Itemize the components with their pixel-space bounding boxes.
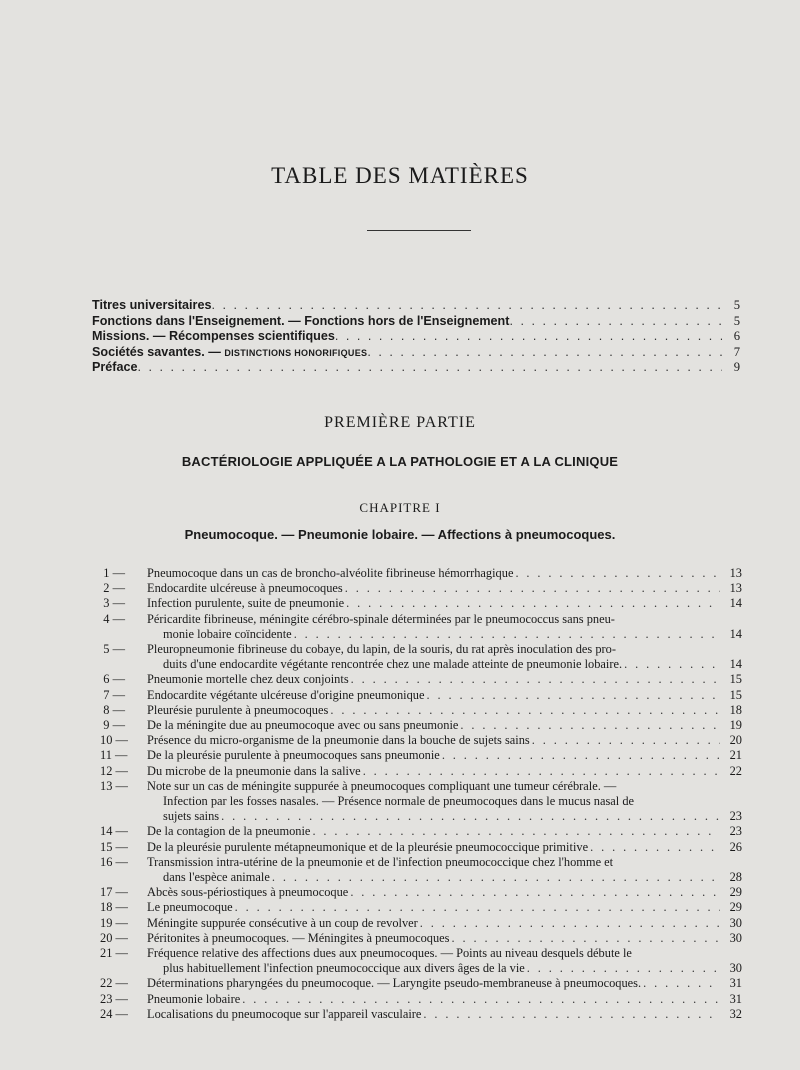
leader-dots — [240, 992, 720, 1007]
entry-line-text: Pleuropneumonie fibrineuse du cobaye, du lapin, de la souris, du rat après inoculation des pro- — [147, 642, 616, 656]
page-number: 5 — [733, 298, 740, 312]
entry-line — [147, 1007, 720, 1022]
entry-line — [147, 566, 720, 581]
entry-text — [147, 931, 720, 946]
entry-text — [147, 688, 720, 703]
page-number: 5 — [733, 313, 740, 328]
entry-text — [147, 824, 720, 839]
leader-dots — [292, 627, 720, 642]
entry-line — [147, 992, 720, 1007]
entry-line — [147, 976, 720, 991]
entry-number: 15 — — [100, 840, 125, 855]
entry-text — [147, 581, 720, 596]
leader-dots — [219, 809, 720, 824]
leader-dots — [138, 360, 722, 374]
page-number: 30 — [729, 930, 742, 945]
toc-entry — [100, 855, 742, 885]
entry-text — [147, 596, 720, 611]
entry-number: 4 — — [100, 612, 125, 627]
entry-text — [147, 566, 720, 581]
entry-line — [147, 703, 720, 718]
leader-dots — [622, 657, 720, 672]
entry-line — [147, 688, 720, 703]
entry-number: 6 — — [100, 672, 125, 687]
leader-dots — [361, 764, 720, 779]
page-number: 23 — [729, 824, 742, 839]
entry-line-text: Infection par les fosses nasales. — Présence normale de pneumocoques dans le mucus nasal de — [163, 793, 635, 808]
entry-line-text: Déterminations pharyngées du pneumocoque. — Laryngite pseudo-membraneuse à pneumocoques. — [147, 976, 642, 991]
page-number: 31 — [729, 976, 742, 991]
entry-line-text: Infection purulente, suite de pneumonie — [147, 596, 345, 611]
entry-text — [147, 916, 720, 931]
leader-dots — [509, 314, 722, 328]
page-number: 7 — [733, 344, 740, 359]
entry-line — [147, 764, 720, 779]
front-matter-label: Titres universitaires — [92, 298, 212, 312]
entry-line — [147, 824, 720, 839]
page-number: 30 — [729, 915, 742, 930]
leader-dots — [344, 596, 720, 611]
toc-entry — [100, 931, 742, 946]
entry-text — [147, 718, 720, 733]
entry-line-text: De la pleurésie purulente métapneumonique et de la pleurésie pneumococcique primitive — [147, 839, 589, 854]
entry-line — [147, 733, 720, 748]
leader-dots — [588, 840, 720, 855]
page-number: 13 — [729, 566, 742, 580]
leader-dots — [424, 688, 720, 703]
entry-line-text: Abcès sous-périostiques à pneumocoque — [147, 885, 349, 900]
entry-text — [147, 946, 720, 976]
leader-dots — [343, 581, 720, 596]
page-number: 26 — [729, 839, 742, 854]
front-matter-row — [92, 298, 740, 314]
toc-entry — [100, 748, 742, 763]
entry-line-text: Pleurésie purulente à pneumocoques — [147, 702, 329, 717]
toc-entry — [100, 976, 742, 991]
page-number: 23 — [729, 809, 742, 824]
toc-entry — [100, 885, 742, 900]
toc-entry — [100, 1007, 742, 1022]
entry-number: 5 — — [100, 642, 125, 657]
entry-line-text: Note sur un cas de méningite suppurée à pneumocoques compliquant une tumeur cérébrale. — — [147, 778, 617, 793]
toc-entry — [100, 824, 742, 839]
entry-number: 22 — — [100, 976, 125, 991]
toc-entry — [100, 718, 742, 733]
entry-text — [147, 612, 720, 642]
entry-number: 19 — — [100, 916, 125, 931]
entry-line-text: dans l'espèce animale — [163, 869, 270, 884]
leader-dots — [641, 976, 720, 991]
entry-line — [147, 900, 720, 915]
entry-number: 16 — — [100, 855, 125, 870]
entry-text — [147, 976, 720, 991]
leader-dots — [440, 748, 720, 763]
front-matter-row — [92, 345, 740, 361]
entry-number: 14 — — [100, 824, 125, 839]
leader-dots — [328, 703, 720, 718]
title-rule — [367, 230, 471, 231]
leader-dots — [449, 931, 720, 946]
front-matter-label: Préface — [92, 360, 138, 375]
page-number: 9 — [733, 360, 740, 375]
entry-line — [147, 916, 720, 931]
entry-line — [147, 581, 720, 596]
entry-line-text: De la pleurésie purulente à pneumocoques sans pneumonie — [147, 748, 440, 763]
entry-number: 7 — — [100, 688, 125, 703]
toc-entry — [100, 900, 742, 915]
front-matter-label: Sociétés savantes. — DISTINCTIONS HONORIFIQUES — [92, 344, 368, 359]
page-number: 14 — [729, 657, 742, 672]
entry-line-text: Transmission intra-utérine de la pneumonie et de l'infection pneumococcique chez l'homme et — [147, 854, 614, 869]
entry-line-text: plus habituellement l'infection pneumococcique aux divers âges de la vie — [163, 961, 525, 976]
front-matter-row — [92, 314, 740, 330]
toc-entry — [100, 764, 742, 779]
part-subtitle: BACTÉRIOLOGIE APPLIQUÉE A LA PATHOLOGIE ET A LA CLINIQUE — [181, 454, 619, 469]
entry-text — [147, 840, 720, 855]
page-number: 15 — [729, 672, 742, 687]
page-number: 22 — [729, 763, 742, 778]
entry-line-text: Péricardite fibrineuse, méningite cérébro-spinale déterminées par le pneumococcus sans pneu- — [147, 611, 615, 626]
entry-number: 23 — — [100, 992, 125, 1007]
entry-line-text: Pneumocoque dans un cas de broncho-alvéolite fibrineuse hémorrhagique — [147, 566, 514, 580]
entry-number: 2 — — [100, 581, 125, 596]
leader-dots — [335, 329, 722, 343]
entry-number: 8 — — [100, 703, 125, 718]
entry-line — [147, 627, 720, 642]
entry-number: 11 — — [100, 748, 125, 763]
entry-text — [147, 855, 720, 885]
entry-number: 17 — — [100, 885, 125, 900]
leader-dots — [530, 733, 720, 748]
page-number: 28 — [729, 869, 742, 884]
entry-number: 1 — — [100, 566, 125, 581]
entry-line — [147, 612, 720, 627]
toc-entry — [100, 566, 742, 581]
entry-text — [147, 900, 720, 915]
front-matter-row — [92, 329, 740, 345]
entry-line-text: Présence du micro-organisme de la pneumonie dans la bouche de sujets sains — [147, 733, 530, 748]
toc-entry — [100, 992, 742, 1007]
entry-line — [147, 961, 720, 976]
entry-line — [147, 779, 720, 794]
entry-text — [147, 1007, 720, 1022]
leader-dots — [418, 916, 720, 931]
page-number: 29 — [729, 885, 742, 900]
entry-line — [147, 809, 720, 824]
page-number: 31 — [729, 991, 742, 1006]
entry-text — [147, 703, 720, 718]
entry-line-text: Pneumonie lobaire — [147, 991, 241, 1006]
chapter-heading: CHAPITRE I — [359, 500, 441, 515]
page-number: 18 — [729, 702, 742, 717]
entry-line-text: De la méningite due au pneumocoque avec ou sans pneumonie — [147, 718, 459, 732]
entry-line — [147, 885, 720, 900]
leader-dots — [458, 718, 720, 733]
toc-entry — [100, 581, 742, 596]
front-matter-list — [92, 298, 740, 376]
page-number: 29 — [729, 900, 742, 915]
toc-entry — [100, 779, 742, 825]
entry-line-text: monie lobaire coïncidente — [163, 626, 292, 641]
entry-line — [147, 596, 720, 611]
page-number: 20 — [729, 733, 742, 748]
entry-line-text: Localisations du pneumocoque sur l'appareil vasculaire — [147, 1006, 422, 1021]
leader-dots — [421, 1007, 720, 1022]
toc-entry — [100, 946, 742, 976]
entry-number: 20 — — [100, 931, 125, 946]
page-number: 15 — [729, 687, 742, 702]
entry-line — [147, 642, 720, 657]
page-title: TABLE DES MATIÈRES — [271, 163, 529, 188]
entry-text — [147, 733, 720, 748]
entry-number: 13 — — [100, 779, 125, 794]
leader-dots — [349, 672, 720, 687]
toc-entry — [100, 733, 742, 748]
entry-line — [147, 931, 720, 946]
entry-line-text: duits d'une endocardite végétante rencontrée chez une malade atteinte de pneumonie lobaire. — [163, 657, 623, 672]
entry-number: 18 — — [100, 900, 125, 915]
entry-line — [147, 794, 720, 809]
page-number: 6 — [733, 329, 740, 344]
toc-entry — [100, 612, 742, 642]
toc-entry — [100, 688, 742, 703]
entry-line — [147, 870, 720, 885]
leader-dots — [233, 900, 720, 915]
entry-line-text: Péritonites à pneumocoques. — Méningites à pneumocoques — [147, 930, 450, 945]
page-number: 32 — [729, 1006, 742, 1021]
entry-text — [147, 748, 720, 763]
page-number: 21 — [729, 748, 742, 763]
entry-line-text: Du microbe de la pneumonie dans la salive — [147, 763, 361, 778]
toc-entry — [100, 703, 742, 718]
entry-line-text: Méningite suppurée consécutive à un coup de revolver — [147, 915, 418, 930]
leader-dots — [367, 345, 722, 359]
entry-line — [147, 718, 720, 733]
toc-entry — [100, 916, 742, 931]
leader-dots — [270, 870, 720, 885]
entry-line-text: Pneumonie mortelle chez deux conjoints — [147, 672, 349, 687]
leader-dots — [525, 961, 720, 976]
front-matter-label-smallcaps: DISTINCTIONS HONORIFIQUES — [224, 347, 368, 358]
entry-text — [147, 642, 720, 672]
entry-line — [147, 748, 720, 763]
entry-number: 9 — — [100, 718, 125, 733]
entry-text — [147, 764, 720, 779]
entry-number: 3 — — [100, 596, 125, 611]
entry-line — [147, 657, 720, 672]
toc-entry — [100, 642, 742, 672]
leader-dots — [211, 298, 722, 312]
entry-text — [147, 779, 720, 825]
entry-text — [147, 672, 720, 687]
entry-number: 10 — — [100, 733, 125, 748]
entry-number: 24 — — [100, 1007, 125, 1022]
page-number: 30 — [729, 961, 742, 976]
page-number: 19 — [729, 718, 742, 732]
entry-line-text: Endocardite ulcéreuse à pneumocoques — [147, 581, 343, 596]
entry-line — [147, 672, 720, 687]
entry-line-text: Fréquence relative des affections dues aux pneumocoques. — Points au niveau desquels débute le — [147, 946, 632, 960]
entry-text — [147, 885, 720, 900]
entry-number: 21 — — [100, 946, 125, 961]
entry-line-text: De la contagion de la pneumonie — [147, 824, 311, 839]
page-number: 14 — [729, 596, 742, 611]
leader-dots — [513, 566, 720, 581]
front-matter-label: Missions. — Récompenses scientifiques — [92, 329, 335, 344]
front-matter-row — [92, 360, 740, 376]
toc-entry — [100, 672, 742, 687]
leader-dots — [310, 824, 720, 839]
toc-entry — [100, 840, 742, 855]
part-heading: PREMIÈRE PARTIE — [324, 414, 476, 431]
toc-entry — [100, 596, 742, 611]
front-matter-label: Fonctions dans l'Enseignement. — Fonctions hors de l'Enseignement — [92, 313, 510, 328]
entry-line-text: Endocardite végétante ulcéreuse d'origine pneumonique — [147, 687, 425, 702]
page-number: 14 — [729, 626, 742, 641]
entry-line — [147, 840, 720, 855]
entry-line — [147, 855, 720, 870]
entry-text — [147, 992, 720, 1007]
chapter-title: Pneumocoque. — Pneumonie lobaire. — Affections à pneumocoques. — [184, 527, 616, 542]
entry-number: 12 — — [100, 764, 125, 779]
entry-line-text: Le pneumocoque — [147, 900, 233, 915]
entry-line-text: sujets sains — [163, 809, 220, 824]
page-number: 13 — [729, 581, 742, 596]
leader-dots — [348, 885, 720, 900]
entry-line — [147, 946, 720, 961]
